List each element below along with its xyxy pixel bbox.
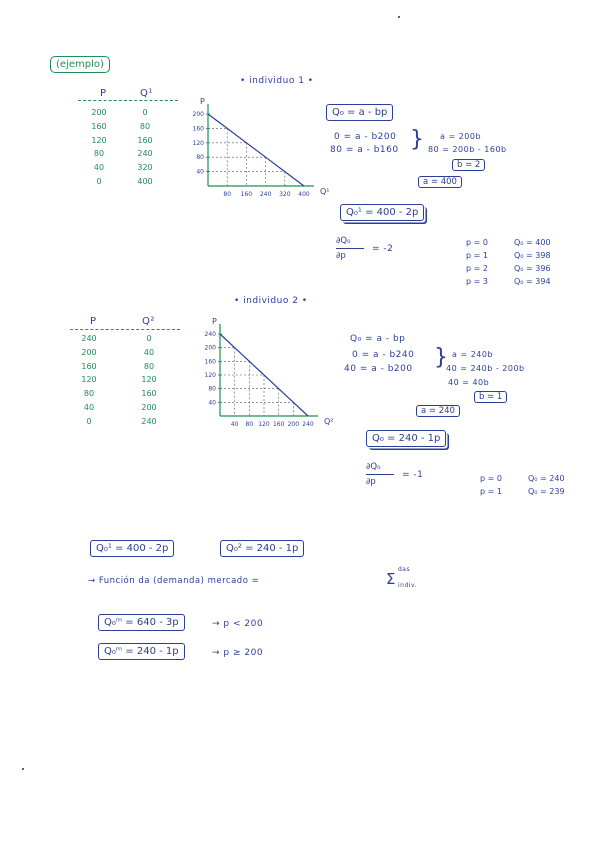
a-value1: a = 400 [418,176,462,188]
res2-line3: 40 = 40b [448,378,490,387]
res2-line2: 40 = 240b - 200b [446,364,525,373]
value-row [466,236,551,249]
y-tick-label: 40 [196,168,204,176]
x-tick-label: 320 [279,191,291,198]
res1-line1: a = 200b [440,132,482,141]
value-q: Q₀ = 400 [514,238,551,247]
table1-cell-p: 80 [93,149,105,159]
value-p: p = 0 [466,238,488,247]
table2-cell-p: 120 [81,375,97,385]
summary-box2: Q₀² = 240 - 1p [220,540,304,557]
table2-cell-p: 160 [81,361,97,371]
x-tick-label: 160 [240,191,253,198]
table1-col-p [84,106,114,189]
value-q: Q₀ = 240 [528,474,565,483]
individuo2-title: • individuo 2 • [234,296,308,306]
demand-line [208,114,304,186]
summary-box1: Q₀¹ = 400 - 2p [90,540,174,557]
table2-col-q [134,332,164,429]
derivative2-num: ∂Q₀ [366,462,381,472]
values-table2 [480,472,565,498]
table2-header-p: P [90,316,97,327]
fraction-bar [366,474,394,475]
demand-chart-individuo2 [196,316,334,436]
value-row [480,485,565,498]
table1-cell-p: 40 [93,163,105,173]
table2-cell-p: 40 [83,402,95,412]
brace1: } [410,127,424,152]
x-tick-label: 160 [272,421,285,428]
formula1: Q₀ = a - bp [326,104,393,121]
table1-cell-q: 160 [137,135,153,145]
table1-cell-q: 0 [142,108,148,117]
table1-cell-q: 400 [137,176,153,186]
table2-cell-p: 240 [81,334,97,343]
values-table1 [466,236,551,288]
x-axis-label: Q¹ [320,187,330,196]
y-tick-label: 200 [204,344,216,352]
y-tick-label: 80 [196,154,204,162]
value-q: Q₀ = 398 [514,251,551,260]
y-tick-label: 200 [192,111,204,118]
table2-cell-q: 200 [141,402,157,412]
table2-cell-p: 200 [81,347,97,357]
market-demand1: Q₀ᵐ = 640 - 3p [98,614,185,631]
derivative2 [366,462,394,487]
value-p: p = 2 [466,264,488,273]
x-tick-label: 80 [223,191,232,198]
x-tick-label: 200 [287,421,300,428]
value-p: p = 1 [466,251,488,260]
x-axis-label: Q² [324,417,334,426]
res2-line1: a = 240b [452,350,494,359]
y-tick-label: 120 [204,372,216,379]
table1-cell-q: 80 [139,121,151,131]
a-value2: a = 240 [416,405,460,417]
y-tick-label: 160 [204,358,216,366]
final-formula2: Q₀ = 240 - 1p [366,430,446,447]
table1-col-q [130,106,160,189]
table2-cell-q: 40 [143,347,155,357]
value-p: p = 1 [480,487,502,496]
derivative1-num: ∂Q₀ [336,236,351,246]
value-q: Q₀ = 394 [514,277,551,286]
table2-cell-q: 160 [141,389,157,399]
derivative2-value: = -1 [402,470,424,480]
x-tick-label: 400 [298,191,310,198]
table2-cell-p: 80 [83,389,95,399]
derivative1-den: ∂p [336,251,346,261]
sigma-top: das [398,566,411,573]
table2-header-q: Q² [142,316,155,327]
b-value1: b = 2 [452,159,485,171]
eq2-line2: 40 = a - b200 [344,364,413,374]
value-row [466,275,551,288]
table1-cell-p: 0 [96,176,102,186]
page-mark [398,16,400,18]
res1-line2: 80 = 200b - 160b [428,145,507,154]
heading-ejemplo: (ejemplo) [50,56,110,73]
y-tick-label: 40 [208,399,216,407]
value-q: Q₀ = 239 [528,487,565,496]
table1-header-p: P [100,88,107,99]
table1-cell-p: 160 [91,121,107,131]
formula2: Q₀ = a - bp [350,334,406,344]
value-p: p = 0 [480,474,502,483]
y-tick-label: 120 [192,139,204,147]
table1-cell-p: 200 [91,108,107,117]
market-demand2-condition: → p ≥ 200 [212,648,264,658]
table1-cell-q: 240 [137,149,153,159]
y-axis-label: P [200,97,205,106]
y-tick-label: 160 [192,125,204,133]
table2-cell-q: 120 [141,375,157,385]
value-row [480,472,565,485]
page-mark [22,768,24,770]
sigma-symbol: Σ [386,570,396,588]
fraction-bar [336,248,364,249]
table2-cell-p: 0 [86,416,92,426]
x-tick-label: 120 [258,421,270,428]
derivative2-den: ∂p [366,477,376,487]
derivative1 [336,236,364,261]
individuo1-title: • individuo 1 • [240,76,314,86]
final-formula1: Q₀¹ = 400 - 2p [340,204,424,221]
table2-cell-q: 80 [143,361,155,371]
table1-cell-q: 320 [137,163,153,173]
table1-underline [78,100,178,101]
table2-col-p [74,332,104,429]
table2-underline [70,329,180,330]
x-tick-label: 240 [302,421,314,428]
demand-chart-individuo1 [178,86,330,198]
market-demand1-condition: → p < 200 [212,619,264,629]
brace2: } [434,345,448,370]
y-tick-label: 80 [208,385,216,393]
eq1-line2: 80 = a - b160 [330,145,399,155]
x-tick-label: 240 [259,191,272,198]
sigma-bottom: indiv. [398,582,417,589]
x-tick-label: 80 [245,421,254,428]
table1-cell-p: 120 [91,135,107,145]
eq1-line1: 0 = a - b200 [334,132,397,142]
eq2-line1: 0 = a - b240 [352,350,415,360]
value-row [466,262,551,275]
value-q: Q₀ = 396 [514,264,551,273]
x-tick-label: 40 [230,421,239,428]
market-demand2: Q₀ᵐ = 240 - 1p [98,643,185,660]
table1-header-q: Q¹ [140,88,153,99]
table2-cell-q: 0 [146,334,152,343]
value-row [466,249,551,262]
derivative1-value: = -2 [372,244,394,254]
table2-cell-q: 240 [141,416,157,426]
market-label: → Función da (demanda) mercado = [88,576,260,586]
y-tick-label: 240 [204,331,216,338]
b-value2: b = 1 [474,391,507,403]
y-axis-label: P [212,317,217,326]
value-p: p = 3 [466,277,488,286]
